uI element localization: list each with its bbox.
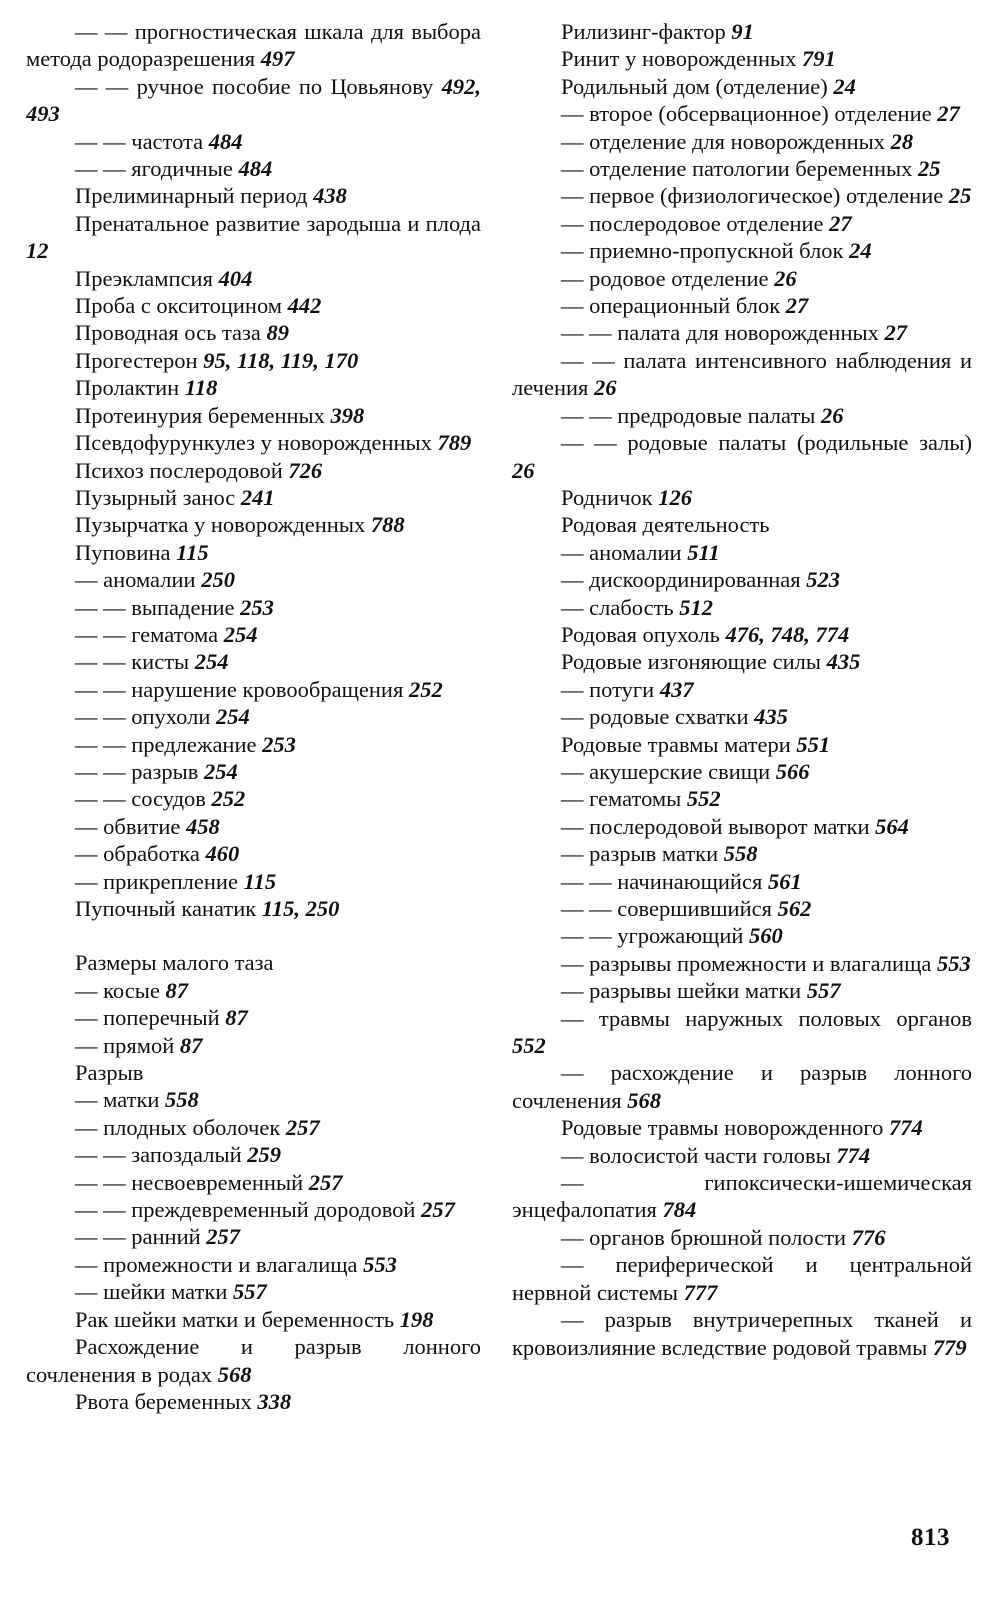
- index-term: — разрывы промежности и влагалища: [561, 950, 932, 976]
- index-entry: [26, 648, 481, 675]
- index-column-left: [26, 18, 481, 1415]
- index-term: Пуповина: [75, 539, 171, 565]
- index-page-refs: 26: [512, 457, 535, 483]
- index-entry: [26, 347, 481, 374]
- index-page-refs: 511: [687, 539, 720, 565]
- index-entry: [512, 950, 972, 977]
- index-entry: [26, 840, 481, 867]
- index-term: Протеинурия беременных: [75, 402, 325, 428]
- index-page-refs: 566: [775, 758, 810, 784]
- index-page-refs: 115: [243, 868, 277, 894]
- index-entry: [26, 1114, 481, 1141]
- index-page-refs: 89: [266, 320, 290, 346]
- index-page-refs: 26: [594, 375, 617, 401]
- index-page-refs: 87: [165, 977, 188, 1003]
- index-entry: [26, 1059, 481, 1086]
- index-page-refs: 726: [288, 457, 323, 483]
- index-page-refs: 476, 748, 774: [725, 621, 850, 647]
- index-entry: [26, 210, 481, 265]
- index-page-refs: 241: [240, 484, 275, 510]
- index-term: Пролактин: [75, 375, 180, 401]
- index-term: — гематомы: [561, 786, 682, 812]
- index-entry: [512, 1005, 972, 1060]
- index-term: — — выпадение: [75, 594, 235, 620]
- index-term: Прогестерон: [75, 347, 198, 373]
- index-page-refs: 484: [208, 128, 243, 154]
- index-page-refs: 777: [683, 1279, 718, 1305]
- index-entry: [512, 703, 972, 730]
- index-entry: [26, 374, 481, 401]
- index-entry: [512, 1169, 972, 1224]
- index-entry: [512, 922, 972, 949]
- index-term: Психоз послеродовой: [75, 457, 283, 483]
- index-term: Родовая деятельность: [561, 512, 770, 538]
- index-entry: [26, 128, 481, 155]
- index-entry: [512, 237, 972, 264]
- index-term: — периферической и центральной нервной системы: [512, 1252, 972, 1305]
- index-entry: [512, 1142, 972, 1169]
- index-page-refs: 562: [777, 896, 812, 921]
- index-page-refs: 25: [917, 156, 941, 182]
- index-entry: [512, 347, 972, 402]
- index-term: — — преждевременный дородовой: [75, 1197, 416, 1223]
- index-term: — разрыв внутричерепных тканей и кровоизлияние вследствие родовой травмы: [512, 1307, 972, 1360]
- index-term: Проводная ось таза: [75, 320, 261, 346]
- index-entry: [512, 785, 972, 812]
- index-page-refs: 24: [833, 73, 856, 99]
- index-page-refs: 254: [194, 649, 229, 675]
- index-term: Псевдофурункулез у новорожденных: [75, 430, 432, 456]
- index-entry: [512, 539, 972, 566]
- index-term: — — начинающийся: [561, 868, 763, 894]
- index-page-refs: 25: [948, 183, 972, 209]
- index-page-refs: 27: [937, 101, 960, 127]
- index-page-refs: 198: [399, 1306, 434, 1332]
- index-entry: [26, 319, 481, 346]
- index-entry: [26, 895, 481, 922]
- index-page-refs: 87: [179, 1032, 203, 1058]
- index-entry: [512, 292, 972, 319]
- index-entry: [26, 1223, 481, 1250]
- index-entry: [512, 429, 972, 484]
- index-term: Рилизинг-фактор: [561, 19, 726, 44]
- index-entry: [512, 1224, 972, 1251]
- index-term: — второе (обсервационное) отделение: [561, 101, 932, 127]
- index-page-refs: 398: [330, 402, 365, 428]
- index-entry: [26, 1333, 481, 1388]
- index-term: — отделение патологии беременных: [561, 156, 913, 182]
- index-term: — — совершившийся: [561, 896, 772, 921]
- index-entry: [26, 1196, 481, 1223]
- index-entry: [512, 566, 972, 593]
- index-entry: [512, 402, 972, 429]
- index-term: — матки: [75, 1087, 160, 1113]
- index-entry: [512, 45, 972, 72]
- index-term: Размеры малого таза: [75, 950, 274, 976]
- index-page-refs: 779: [932, 1334, 967, 1360]
- index-term: Пренатальное развитие зародыша и плода: [75, 210, 481, 236]
- index-page-refs: 561: [767, 868, 802, 894]
- index-entry: [26, 155, 481, 182]
- index-page-refs: 788: [370, 512, 405, 538]
- index-entry: [512, 621, 972, 648]
- index-term: — — угрожающий: [561, 923, 744, 949]
- index-page-refs: 257: [421, 1197, 455, 1223]
- index-term: — — родовые палаты (родильные залы): [561, 430, 972, 456]
- index-page-refs: 12: [26, 238, 49, 264]
- index-entry: [512, 731, 972, 758]
- index-term: — — разрыв: [75, 758, 199, 784]
- index-term: Разрыв: [75, 1060, 144, 1086]
- index-entry: [26, 676, 481, 703]
- index-term: — волосистой части головы: [561, 1142, 831, 1168]
- index-entry: [26, 1141, 481, 1168]
- index-page-refs: 774: [836, 1142, 871, 1168]
- index-term: — органов брюшной полости: [561, 1224, 847, 1250]
- index-term: — плодных оболочек: [75, 1114, 281, 1140]
- index-entry: [512, 1306, 972, 1361]
- index-term: Родовые травмы матери: [561, 731, 791, 757]
- index-entry: [512, 977, 972, 1004]
- index-term: Проба с окситоцином: [75, 293, 283, 319]
- index-entry: [512, 100, 972, 127]
- index-term: — родовое отделение: [561, 265, 769, 291]
- index-entry: [512, 210, 972, 237]
- index-term: Пузырный занос: [75, 484, 236, 510]
- index-term: — послеродовой выворот матки: [561, 813, 870, 839]
- index-page-refs: 257: [285, 1114, 320, 1140]
- index-page-refs: 435: [754, 704, 788, 730]
- index-entry: [512, 1059, 972, 1114]
- index-term: — промежности и влагалища: [75, 1251, 358, 1277]
- index-entry: [26, 1004, 481, 1031]
- index-page-refs: 460: [205, 841, 240, 867]
- index-term: — косые: [75, 977, 160, 1003]
- index-term: — — предродовые палаты: [561, 402, 816, 428]
- index-entry: [512, 758, 972, 785]
- index-term: Родовые изгоняющие силы: [561, 649, 822, 675]
- index-term: — — кисты: [75, 649, 190, 675]
- index-page-refs: 497: [260, 46, 295, 72]
- index-entry: [512, 484, 972, 511]
- index-page-refs: 24: [849, 238, 872, 264]
- index-entry: [26, 703, 481, 730]
- index-term: — — гематома: [75, 621, 219, 647]
- index-page-refs: 259: [247, 1142, 281, 1168]
- index-term: — разрыв матки: [561, 841, 719, 867]
- index-entry: [26, 1086, 481, 1113]
- index-page-refs: 552: [512, 1033, 546, 1059]
- index-term: — потуги: [561, 676, 655, 702]
- index-term: — — прогностическая шкала для выбора метода родоразрешения: [26, 19, 481, 72]
- index-page-refs: 774: [888, 1115, 923, 1141]
- index-page-refs: 558: [165, 1087, 199, 1113]
- page-number: 813: [911, 1524, 950, 1551]
- index-term: — — нарушение кровообращения: [75, 676, 404, 702]
- index-page-refs: 91: [731, 19, 754, 44]
- index-term: Рак шейки матки и беременность: [75, 1306, 395, 1332]
- index-entry: [26, 731, 481, 758]
- index-term: — — ручное пособие по Цовьянову: [75, 73, 434, 99]
- index-page-refs: 115: [176, 539, 209, 565]
- index-page-refs: 523: [806, 567, 841, 593]
- index-term: — отделение для новорожденных: [561, 128, 885, 154]
- index-page-refs: 557: [233, 1279, 267, 1305]
- index-column-right: [512, 18, 972, 1361]
- index-page-refs: 551: [796, 731, 831, 757]
- index-page-refs: 27: [884, 320, 907, 346]
- index-entry: [26, 621, 481, 648]
- index-entry: [512, 511, 972, 538]
- index-page-refs: 789: [437, 430, 472, 456]
- index-page-refs: 553: [363, 1251, 397, 1277]
- index-term: — прямой: [75, 1032, 175, 1058]
- index-entry: [26, 73, 481, 128]
- index-entry: [512, 18, 972, 45]
- index-page-refs: 254: [216, 704, 250, 730]
- index-page-refs: 442: [287, 293, 322, 319]
- index-page-refs: 252: [211, 786, 246, 812]
- index-term: — — ранний: [75, 1224, 201, 1250]
- index-term: Рвота беременных: [75, 1388, 252, 1414]
- index-term: Родничок: [561, 484, 653, 510]
- index-entry: [26, 1388, 481, 1415]
- index-page-refs: 250: [201, 567, 235, 593]
- index-term: — послеродовое отделение: [561, 210, 824, 236]
- index-page-refs: 484: [238, 156, 273, 182]
- index-page-refs: 27: [785, 293, 809, 319]
- index-page-refs: 338: [257, 1388, 292, 1414]
- index-term: — первое (физиологическое) отделение: [561, 183, 944, 209]
- index-term: — травмы наружных половых органов: [561, 1005, 972, 1031]
- index-term: Прелиминарный период: [75, 183, 308, 209]
- index-entry: [26, 594, 481, 621]
- index-entry: [26, 758, 481, 785]
- index-term: Родовые травмы новорожденного: [561, 1115, 884, 1141]
- index-page-refs: 404: [218, 265, 253, 291]
- index-term: — поперечный: [75, 1005, 220, 1031]
- index-entry: [26, 977, 481, 1004]
- index-page-refs: 552: [686, 786, 721, 812]
- index-entry: [26, 182, 481, 209]
- index-page-refs: 560: [749, 923, 783, 949]
- index-page-refs: 87: [225, 1005, 248, 1031]
- index-term: — — палата интенсивного наблюдения и лечения: [512, 347, 972, 401]
- index-entry: [26, 566, 481, 593]
- index-term: Расхождение и разрыв лонного сочленения в родах: [26, 1334, 481, 1387]
- index-term: — обработка: [75, 841, 200, 867]
- index-page-refs: 564: [875, 813, 909, 839]
- index-page-refs: 492, 493: [26, 73, 481, 127]
- index-page-refs: 126: [658, 484, 692, 510]
- index-term: — — запоздалый: [75, 1142, 242, 1168]
- index-page-refs: 784: [662, 1197, 697, 1223]
- index-page-refs: 254: [204, 758, 238, 784]
- index-entry: [26, 511, 481, 538]
- index-page-refs: 27: [829, 210, 852, 236]
- index-entry: [512, 895, 972, 922]
- index-entry: [512, 1114, 972, 1141]
- index-page-refs: 26: [821, 402, 844, 428]
- index-page-refs: 252: [408, 676, 443, 702]
- index-page-refs: 438: [313, 183, 347, 209]
- index-page-refs: 257: [206, 1224, 241, 1250]
- index-entry: [26, 1306, 481, 1333]
- index-page-refs: 253: [262, 731, 296, 757]
- index-term: — разрывы шейки матки: [561, 978, 802, 1004]
- index-term: — шейки матки: [75, 1279, 228, 1305]
- index-entry: [512, 868, 972, 895]
- index-term: — — несвоевременный: [75, 1169, 304, 1195]
- index-entry: [26, 429, 481, 456]
- index-entry: [26, 402, 481, 429]
- index-page-refs: 26: [774, 265, 797, 291]
- index-entry: [26, 457, 481, 484]
- index-entry: [26, 813, 481, 840]
- index-entry: [26, 1169, 481, 1196]
- index-entry: [512, 648, 972, 675]
- index-page-refs: 254: [223, 621, 258, 647]
- index-term: — — палата для новорожденных: [561, 320, 879, 346]
- index-entry: [26, 949, 481, 976]
- index-entry: [512, 1251, 972, 1306]
- index-entry: [512, 128, 972, 155]
- index-term: Пупочный канатик: [75, 896, 257, 921]
- index-entry: [26, 484, 481, 511]
- index-entry: [26, 1032, 481, 1059]
- index-term: — приемно-пропускной блок: [561, 238, 844, 264]
- index-page-refs: 791: [801, 46, 836, 72]
- index-entry: [512, 182, 972, 209]
- index-term: — — сосудов: [75, 786, 206, 812]
- index-page-refs: 28: [890, 128, 914, 154]
- index-entry: [512, 155, 972, 182]
- index-term: — — частота: [75, 128, 204, 154]
- index-term: — — предлежание: [75, 731, 257, 757]
- index-page-refs: 557: [806, 978, 841, 1004]
- index-term: — аномалии: [75, 567, 196, 593]
- index-entry: [26, 292, 481, 319]
- index-entry: [512, 594, 972, 621]
- index-term: — гипоксически-ишемическая энцефалопатия: [512, 1170, 972, 1223]
- index-term: — обвитие: [75, 813, 181, 839]
- index-term: — расхождение и разрыв лонного сочленения: [512, 1060, 972, 1113]
- index-term: — дискоординированная: [561, 567, 801, 593]
- index-entry: [26, 539, 481, 566]
- index-term: — родовые схватки: [561, 704, 749, 730]
- index-term: — прикрепление: [75, 868, 238, 894]
- index-entry: [26, 785, 481, 812]
- index-term: Родовая опухоль: [561, 621, 720, 647]
- index-entry: [26, 868, 481, 895]
- index-page-refs: 512: [679, 594, 714, 620]
- index-entry: [512, 265, 972, 292]
- index-entry: [26, 265, 481, 292]
- index-page-refs: 257: [308, 1169, 343, 1195]
- index-term: — слабость: [561, 594, 674, 620]
- index-page-refs: 115, 250: [261, 896, 340, 921]
- index-entry: [512, 813, 972, 840]
- index-page-refs: 95, 118, 119, 170: [203, 347, 359, 373]
- index-page-refs: 776: [851, 1224, 886, 1250]
- index-page-refs: 558: [723, 841, 758, 867]
- index-term: — операционный блок: [561, 293, 781, 319]
- index-term: — аномалии: [561, 539, 682, 565]
- index-page-refs: 437: [659, 676, 694, 702]
- index-entry: [512, 73, 972, 100]
- index-entry: [26, 1278, 481, 1305]
- index-term: Пузырчатка у новорожденных: [75, 512, 366, 538]
- index-page-refs: 458: [185, 813, 220, 839]
- index-page-refs: 553: [937, 950, 971, 976]
- index-page-refs: 253: [240, 594, 274, 620]
- index-term: — акушерские свищи: [561, 758, 771, 784]
- index-entry: [512, 319, 972, 346]
- index-entry: [512, 676, 972, 703]
- index-entry: [26, 1251, 481, 1278]
- index-entry: [26, 18, 481, 73]
- index-page-refs: 568: [217, 1361, 252, 1387]
- index-term: — — ягодичные: [75, 156, 233, 182]
- index-entry: [512, 840, 972, 867]
- index-page-refs: 118: [184, 375, 218, 401]
- index-term: Ринит у новорожденных: [561, 46, 797, 72]
- index-page-refs: 435: [826, 649, 861, 675]
- index-term: Родильный дом (отделение): [561, 73, 828, 99]
- index-term: Преэклампсия: [75, 265, 213, 291]
- index-page-refs: 568: [627, 1087, 662, 1113]
- index-term: — — опухоли: [75, 704, 211, 730]
